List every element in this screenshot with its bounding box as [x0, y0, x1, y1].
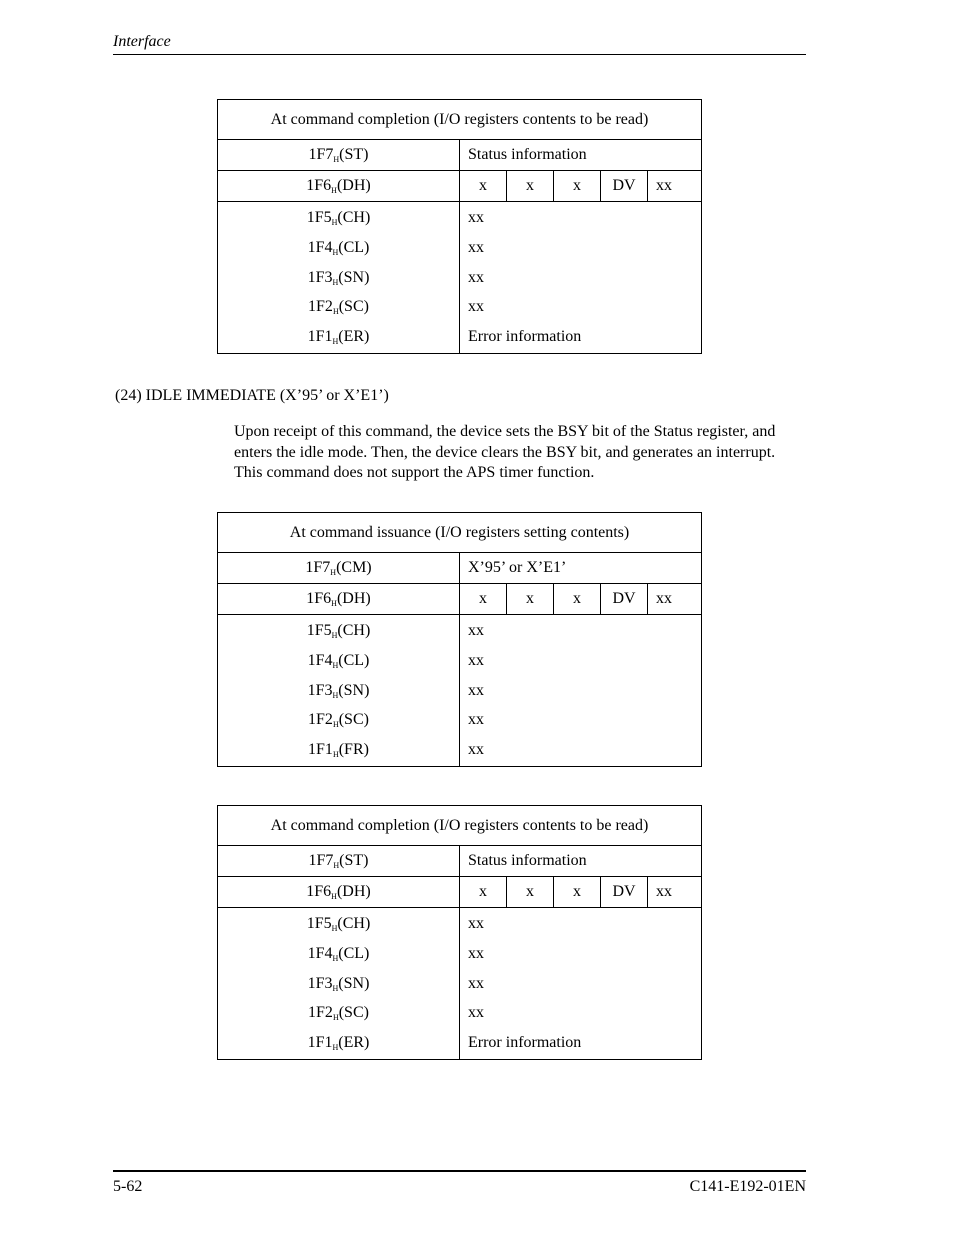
bit-cell: x [554, 877, 601, 907]
bit-cell: DV [601, 171, 648, 201]
page-header [113, 32, 806, 55]
register-name: $1F6_H(DH)$ [218, 877, 460, 908]
page-footer [113, 1170, 806, 1196]
bit-cell: x [507, 171, 554, 201]
register-value-group [460, 908, 702, 1060]
register-name: $1F4_H(CL)$ [307, 651, 370, 670]
device-head-bits [460, 171, 702, 202]
register-name-group [218, 202, 460, 354]
page-number: 5-62 [113, 1178, 143, 1195]
register-name: $1F4_H(CL)$ [307, 238, 370, 257]
bit-cell: xx [656, 177, 672, 194]
register-name-group [218, 615, 460, 767]
register-value: Status information [460, 140, 702, 171]
section-paragraph: Upon receipt of this command, the device sets the BSY bit of the Status register, and enters the idle mode. Then, the device clears the BSY bit, and generates an interrupt. This command does not support the APS timer function. [234, 423, 776, 481]
register-table-completion-2 [217, 805, 702, 1060]
register-value-group [460, 202, 702, 354]
register-name: $1F4_H(CL)$ [307, 944, 370, 963]
bit-cell: x [460, 877, 507, 907]
register-name: $1F2_H(SC)$ [308, 711, 369, 730]
bit-cell: x [507, 877, 554, 907]
bit-cell: x [507, 584, 554, 614]
register-value: xx [468, 238, 484, 256]
register-table-issuance [217, 512, 702, 767]
register-value: xx [468, 268, 484, 286]
bit-cell: x [554, 584, 601, 614]
bit-cell: xx [656, 590, 672, 607]
register-value: xx [468, 209, 484, 226]
register-name: $1F1_H(ER)$ [307, 328, 370, 347]
bit-cell: DV [601, 584, 648, 614]
register-name: $1F7_H(ST)$ [218, 846, 460, 877]
register-value: xx [468, 974, 484, 992]
register-name: $1F3_H(SN)$ [307, 681, 370, 700]
register-name: $1F5_H(CH)$ [306, 209, 371, 227]
register-name: $1F5_H(CH)$ [306, 915, 371, 933]
register-value: xx [468, 298, 484, 316]
register-value: Error information [468, 328, 582, 346]
register-value: X’95’ or X’E1’ [460, 553, 702, 584]
register-value: xx [468, 622, 484, 639]
register-name: $1F5_H(CH)$ [306, 622, 371, 640]
device-head-bits [460, 877, 702, 908]
register-table-completion-1 [217, 99, 702, 354]
register-name: $1F6_H(DH)$ [218, 584, 460, 615]
document-code: C141-E192-01EN [689, 1178, 806, 1195]
register-value: xx [468, 711, 484, 729]
register-value: xx [468, 681, 484, 699]
register-name: $1F3_H(SN)$ [307, 268, 370, 287]
table-caption: At command issuance (I/O registers setting contents) [218, 513, 702, 553]
register-value: xx [468, 915, 484, 932]
register-name: $1F7_H(ST)$ [218, 140, 460, 171]
bit-cell: x [554, 171, 601, 201]
register-value: Status information [460, 846, 702, 877]
register-name: $1F3_H(SN)$ [307, 974, 370, 993]
bit-cell: xx [656, 883, 672, 900]
register-name: $1F1_H(ER)$ [307, 1034, 370, 1053]
bit-cell: x [460, 171, 507, 201]
register-value: xx [468, 1004, 484, 1022]
register-name: $1F7_H(CM)$ [218, 553, 460, 584]
device-head-bits [460, 584, 702, 615]
register-name-group [218, 908, 460, 1060]
header-title: Interface [113, 33, 171, 50]
register-value: xx [468, 944, 484, 962]
table-caption: At command completion (I/O registers contents to be read) [218, 806, 702, 846]
register-name: $1F1_H(FR)$ [308, 741, 369, 760]
register-value: Error information [468, 1034, 582, 1052]
register-value: xx [468, 651, 484, 669]
register-name: $1F6_H(DH)$ [218, 171, 460, 202]
section-heading: (24) IDLE IMMEDIATE (X’95’ or X’E1’) [115, 387, 389, 404]
register-name: $1F2_H(SC)$ [308, 1004, 369, 1023]
table-caption: At command completion (I/O registers contents to be read) [218, 100, 702, 140]
register-value: xx [468, 741, 484, 759]
bit-cell: DV [601, 877, 648, 907]
register-name: $1F2_H(SC)$ [308, 298, 369, 317]
register-value-group [460, 615, 702, 767]
bit-cell: x [460, 584, 507, 614]
